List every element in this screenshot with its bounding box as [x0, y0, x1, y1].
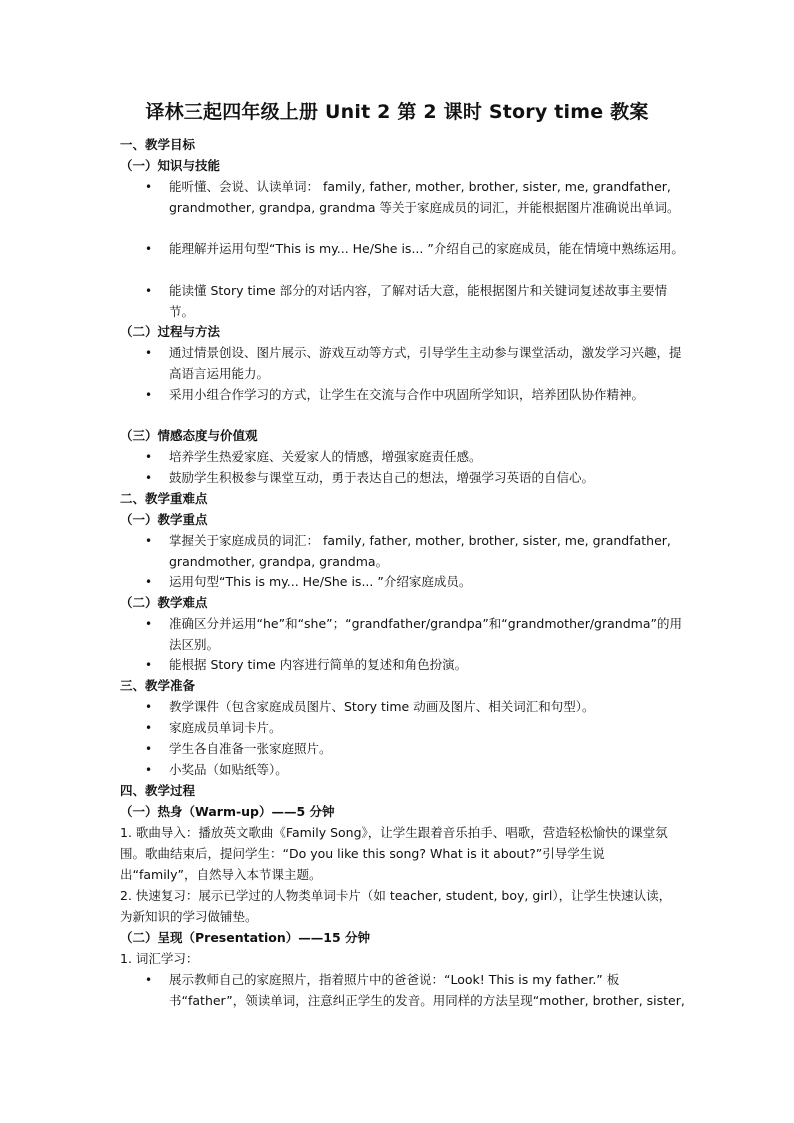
bullet-icon: • [145, 534, 153, 548]
bullet-icon: • [145, 973, 153, 987]
paragraph-song-intro: 1. 歌曲导入：播放英文歌曲《Family Song》，让学生跟着音乐拍手、唱歌，营造轻松愉快的课堂氛围。歌曲结束后，提问学生：“Do you like this song? What is it about?”引导学生说出“family”，自然导入本节课主题。 [120, 825, 668, 882]
bullet-icon: • [145, 388, 153, 402]
section-heading-key-points: 二、教学重难点 [120, 491, 208, 506]
bullet-icon: • [145, 700, 153, 714]
paragraph-quick-review: 2. 快速复习：展示已学过的人物类单词卡片（如 teacher, student, boy, girl），让学生快速认读，为新知识的学习做铺垫。 [120, 888, 672, 924]
document-title: 译林三起四年级上册 Unit 2 第 2 课时 Story time 教案 [145, 101, 649, 123]
bullet-icon: • [145, 346, 153, 360]
bullet-icon: • [145, 721, 153, 735]
bullet-icon: • [145, 617, 153, 631]
list-item: • 掌握关于家庭成员的词汇： family, father, mother, brother, sister, me, grandfather, grandmother, grandpa, grandma。 [145, 533, 671, 569]
subheading-process-methods: （二）过程与方法 [120, 324, 221, 339]
section-heading-procedure: 四、教学过程 [120, 783, 196, 798]
list-item: • 鼓励学生积极参与课堂互动，勇于表达自己的想法，增强学习英语的自信心。 [145, 468, 685, 489]
paragraph-vocabulary: 1. 词汇学习： [120, 951, 199, 966]
bullet-icon: • [145, 575, 153, 589]
list-item: • 运用句型“This is my... He/She is... ”介绍家庭成员。 [145, 572, 685, 593]
list-item: • 能根据 Story time 内容进行简单的复述和角色扮演。 [145, 655, 685, 676]
list-item: • 准确区分并运用“he”和“she”；“grandfather/grandpa”和“grandmother/grandma”的用法区别。 [145, 616, 682, 652]
list-item: • 能理解并运用句型“This is my... He/She is... ”介绍自己的家庭成员，能在情境中熟练运用。 [145, 239, 685, 260]
bullet-icon: • [145, 450, 153, 464]
subheading-attitudes-values: （三）情感态度与价值观 [120, 428, 258, 443]
list-item: • 教学课件（包含家庭成员图片、Story time 动画及图片、相关词汇和句型）。 [145, 697, 685, 718]
list-item: • 通过情景创设、图片展示、游戏互动等方式，引导学生主动参与课堂活动，激发学习兴趣，提高语言运用能力。 [145, 345, 682, 381]
subheading-presentation: （二）呈现（Presentation）——15 分钟 [120, 930, 371, 945]
bullet-icon: • [145, 742, 153, 756]
bullet-icon: • [145, 284, 153, 298]
subheading-key-points: （一）教学重点 [120, 512, 208, 527]
list-item: • 能听懂、会说、认读单词： family, father, mother, brother, sister, me, grandfather, grandmother, grandpa, grandma 等关于家庭成员的词汇，并能根据图片准确说出单词。 [145, 179, 680, 215]
subheading-knowledge-skills: （一）知识与技能 [120, 158, 221, 173]
list-item: • 学生各自准备一张家庭照片。 [145, 739, 685, 760]
subheading-difficulties: （二）教学难点 [120, 595, 208, 610]
bullet-icon: • [145, 471, 153, 485]
bullet-icon: • [145, 658, 153, 672]
subheading-warm-up: （一）热身（Warm-up）——5 分钟 [120, 804, 335, 819]
list-item: • 采用小组合作学习的方式，让学生在交流与合作中巩固所学知识，培养团队协作精神。 [145, 385, 685, 406]
bullet-icon: • [145, 180, 153, 194]
list-item: • 能读懂 Story time 部分的对话内容，了解对话大意，能根据图片和关键词复述故事主要情节。 [145, 283, 668, 319]
section-heading-objectives: 一、教学目标 [120, 137, 196, 152]
list-item: • 展示教师自己的家庭照片，指着照片中的爸爸说：“Look! This is my father.” 板书“father”，领读单词，注意纠正学生的发音。用同样的方法呈现“mother, brother, sister, [145, 972, 685, 1008]
list-item: • 小奖品（如贴纸等）。 [145, 760, 685, 781]
bullet-icon: • [145, 242, 153, 256]
section-heading-preparation: 三、教学准备 [120, 678, 196, 693]
list-item: • 家庭成员单词卡片。 [145, 718, 685, 739]
list-item: • 培养学生热爱家庭、关爱家人的情感，增强家庭责任感。 [145, 447, 685, 468]
bullet-icon: • [145, 763, 153, 777]
